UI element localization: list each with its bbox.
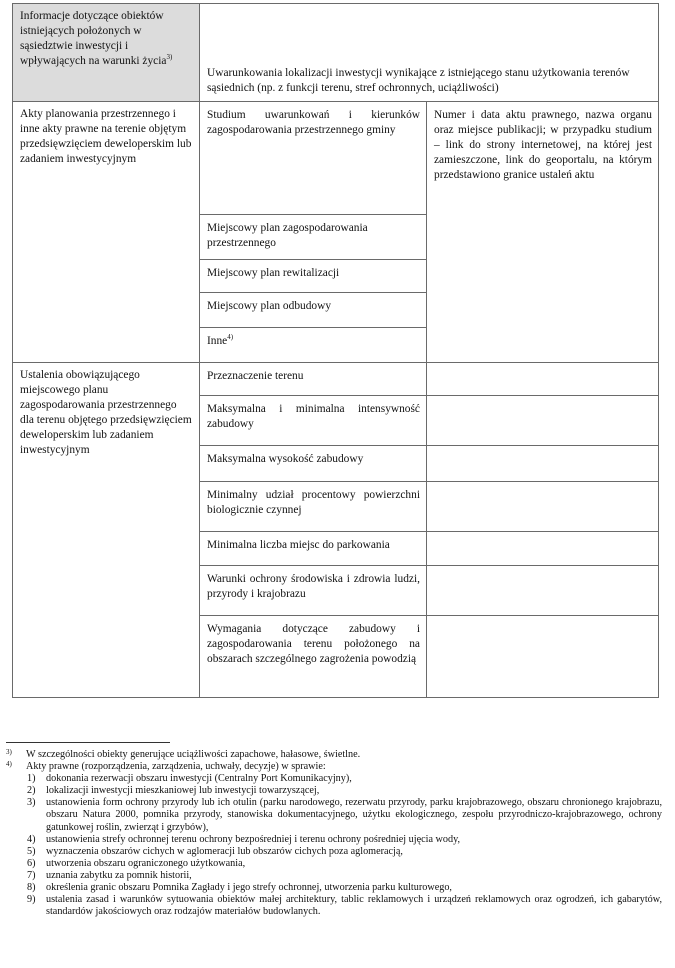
item-number: 3) bbox=[27, 797, 36, 809]
footnote-divider bbox=[6, 742, 170, 743]
item-number: 8) bbox=[27, 882, 36, 894]
conditions-spacer-cell bbox=[200, 4, 659, 55]
planning-acts-info-cell bbox=[427, 102, 659, 363]
existing-objects-row bbox=[13, 4, 659, 55]
item-number: 5) bbox=[27, 845, 36, 857]
footnote-list-item bbox=[6, 870, 662, 882]
item-text: ustanowienia form ochrony przyrody lub ich otulin (parku narodowego, rezerwatu przyrody, parku krajobrazowego, obszaru chronionego krajobrazu, obszaru Natura 2000, pomnika przyrody, stanowiska dokumentacyjnego, użytku ekologicznego, zespołu przyrodniczo-krajobrazowego, ochrony gatunkowej roślin, zwierząt i grzybów), bbox=[46, 797, 662, 833]
item-text: utworzenia obszaru ograniczonego użytkowania, bbox=[46, 857, 246, 869]
footnote-3 bbox=[6, 749, 662, 761]
local-plan-label-cell bbox=[13, 363, 200, 698]
planning-acts-label-cell bbox=[13, 102, 200, 363]
planning-act-other bbox=[200, 328, 426, 349]
footnote-list-item bbox=[6, 797, 662, 833]
conditions-label-cell bbox=[200, 55, 659, 102]
item-number: 9) bbox=[27, 894, 36, 906]
item-number: 6) bbox=[27, 857, 36, 869]
local-plan-value-cell bbox=[427, 482, 659, 532]
item-text: ustanowienia strefy ochronnej terenu ochrony bezpośredniej i terenu ochrony pośredniej ujęcia wody, bbox=[46, 833, 461, 845]
footnote-list-item bbox=[6, 834, 662, 846]
planning-acts-info-text: Numer i data aktu prawnego, nazwa organu oraz miejsce publikacji; w przypadku studium – link do strony internetowej, na której jest zamieszczone, link do geoportalu, na którym przedstawiono granice ustaleń aktu bbox=[434, 109, 652, 181]
footnote-list-item bbox=[6, 785, 662, 797]
planning-act-study: Studium uwarunkowań i kierunków zagospodarowania przestrzennego gminy bbox=[207, 109, 420, 136]
planning-act-local-plan: Miejscowy plan zagospodarowania przestrzennego bbox=[207, 222, 368, 249]
planning-act-revitalization-plan: Miejscowy plan rewitalizacji bbox=[207, 267, 340, 279]
item-text: uznania zabytku za pomnik historii, bbox=[46, 869, 192, 881]
local-plan-biological-area: Minimalny udział procentowy powierzchni biologicznie czynnej bbox=[207, 489, 420, 516]
local-plan-value-cell bbox=[427, 616, 659, 698]
conditions-label: Uwarunkowania lokalizacji inwestycji wynikające z istniejącego stanu użytkowania terenów sąsiednich (np. z funkcji terenu, stref ochronnych, uciążliwości) bbox=[207, 67, 630, 94]
local-plan-intensity: Maksymalna i minimalna intensywność zabudowy bbox=[207, 403, 420, 430]
investment-conditions-table bbox=[12, 3, 659, 698]
footnotes bbox=[6, 749, 662, 918]
footnote-ref-4: 4) bbox=[227, 333, 234, 342]
local-plan-value-cell bbox=[427, 363, 659, 396]
item-text: dokonania rezerwacji obszaru inwestycji (Centralny Port Komunikacyjny), bbox=[46, 773, 352, 785]
planning-act-other-label: Inne bbox=[207, 335, 228, 347]
footnote-list-item bbox=[6, 894, 662, 918]
footnote-list-item bbox=[6, 882, 662, 894]
footnote-4-intro: Akty prawne (rozporządzenia, zarządzenia, uchwały, decyzje) w sprawie: bbox=[26, 761, 326, 773]
local-plan-value-cell bbox=[427, 446, 659, 482]
local-plan-environment: Warunki ochrony środowiska i zdrowia ludzi, przyrody i krajobrazu bbox=[207, 573, 420, 600]
local-plan-land-use: Przeznaczenie terenu bbox=[207, 370, 304, 382]
item-number: 2) bbox=[27, 785, 36, 797]
footnote-ref-3: 3) bbox=[166, 53, 173, 62]
local-plan-row bbox=[13, 363, 659, 396]
existing-objects-label: Informacje dotyczące obiektów istniejących położonych w sąsiedztwie inwestycji i wpływających na warunki życia bbox=[20, 10, 167, 67]
footnote-list-item bbox=[6, 858, 662, 870]
planning-act-row-label-cell bbox=[200, 102, 427, 215]
local-plan-label: Ustalenia obowiązującego miejscowego planu zagospodarowania przestrzennego dla terenu objętego przedsięwzięciem deweloperskim lub zadaniem inwestycyjnym bbox=[20, 369, 192, 456]
item-number: 1) bbox=[27, 773, 36, 785]
planning-acts-label: Akty planowania przestrzennego i inne akty prawne na terenie objętym przedsięwzięciem deweloperskim lub zadaniem inwestycyjnym bbox=[20, 108, 192, 165]
item-text: określenia granic obszaru Pomnika Zagłady i jego strefy ochronnej, utworzenia parku kulturowego, bbox=[46, 882, 452, 894]
local-plan-value-cell bbox=[427, 396, 659, 446]
existing-objects-label-cell bbox=[13, 4, 200, 102]
local-plan-value-cell bbox=[427, 566, 659, 616]
footnote-list-item bbox=[6, 773, 662, 785]
local-plan-flood-requirements: Wymagania dotyczące zabudowy i zagospodarowania terenu położonego na obszarach szczególnego zagrożenia powodzią bbox=[207, 623, 420, 665]
item-number: 4) bbox=[27, 833, 36, 845]
item-text: lokalizacji inwestycji mieszkaniowej lub inwestycji towarzyszącej, bbox=[46, 785, 320, 797]
planning-act-row bbox=[13, 102, 659, 215]
footnote-3-text: W szczególności obiekty generujące uciążliwości zapachowe, hałasowe, świetlne. bbox=[26, 749, 361, 760]
footnote-4-mark: 4) bbox=[6, 760, 12, 769]
footnote-4 bbox=[6, 761, 662, 773]
planning-act-reconstruction-plan: Miejscowy plan odbudowy bbox=[207, 300, 332, 312]
item-number: 7) bbox=[27, 869, 36, 881]
local-plan-max-height: Maksymalna wysokość zabudowy bbox=[207, 453, 364, 465]
local-plan-value-cell bbox=[427, 532, 659, 566]
local-plan-parking: Minimalna liczba miejsc do parkowania bbox=[207, 539, 390, 551]
item-text: ustalenia zasad i warunków sytuowania obiektów małej architektury, tablic reklamowych i urządzeń reklamowych oraz ogrodzeń, ich gabarytów, standardów jakościowych oraz rodzajów materiałów budowlanych. bbox=[46, 894, 662, 918]
footnote-3-mark: 3) bbox=[6, 748, 12, 756]
footnote-list-item bbox=[6, 846, 662, 858]
item-text: wyznaczenia obszarów cichych w aglomeracji lub obszarów cichych poza aglomeracją, bbox=[46, 845, 403, 857]
